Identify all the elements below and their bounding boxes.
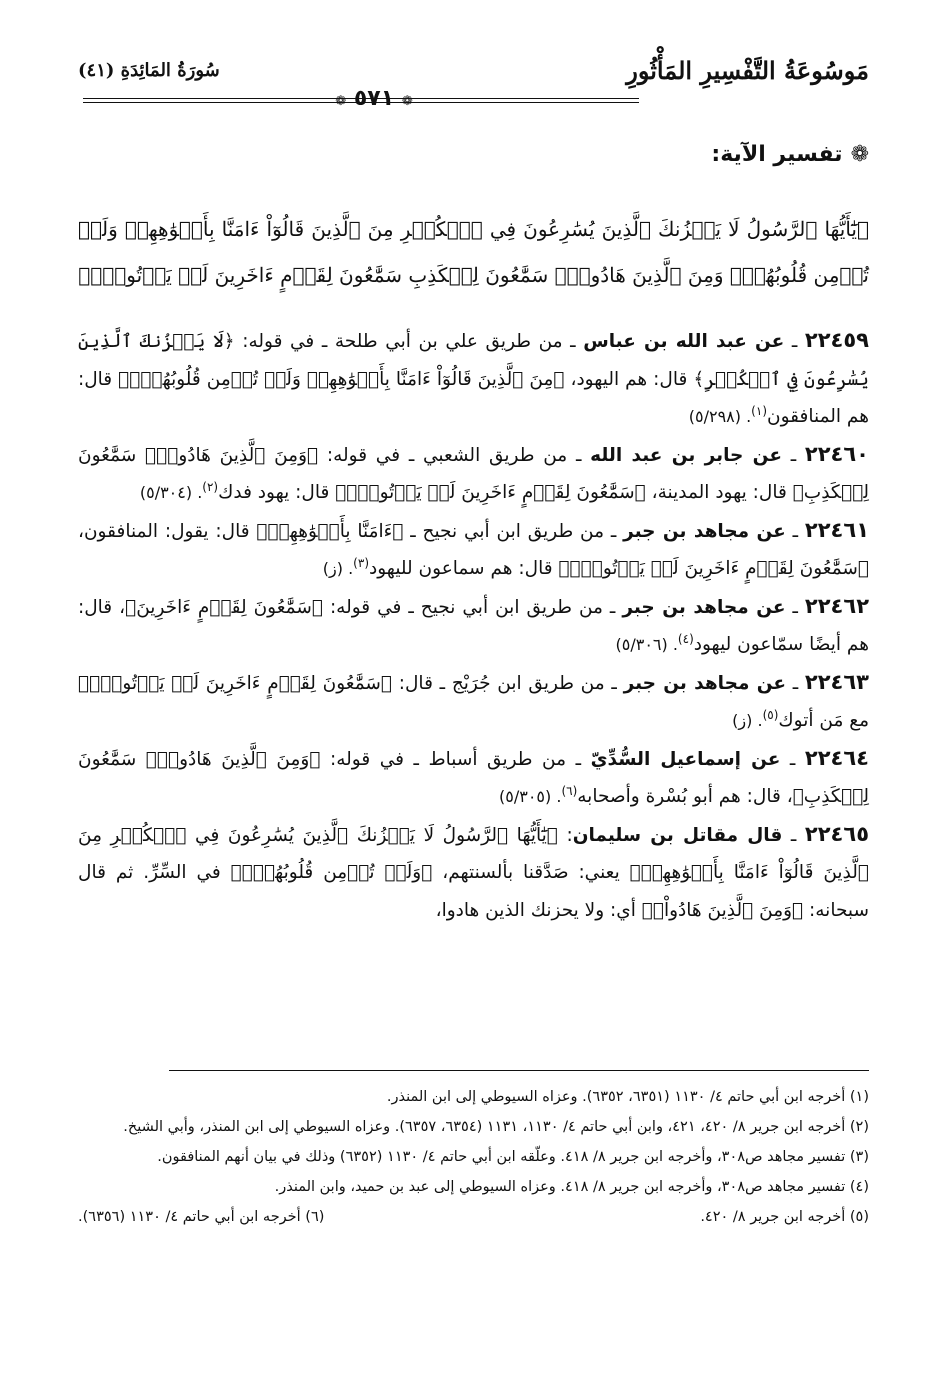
- narration-text: ، قال: هم أيضًا سمّاعون ليهود: [78, 596, 869, 655]
- quran-quote: ﴿سَمَّٰعُونَ لِقَوۡمٍ ءَاخَرِينَ لَمۡ يَأۡتُوكَۖ﴾: [335, 482, 646, 503]
- footnote: (٣) تفسير مجاهد ص٣٠٨، وأخرجه ابن جرير ٨/ ٤١٨. وعلّقه ابن أبي حاتم ٤/ ١١٣٠ (٦٣٥٢) وذلك في بيان أنهم المنافقون.: [157, 1149, 869, 1165]
- footnote-marker: (١): [751, 403, 767, 418]
- footnote-divider: [169, 1070, 869, 1071]
- quran-quote: ﴿يَٰٓأَيُّهَا ٱلرَّسُولُ لَا يَحۡزُنكَ ٱلَّذِينَ يُسَٰرِعُونَ فِي ٱلۡكُفۡرِ مِنَ ٱلَّذِينَ قَالُوٓاْ ءَامَنَّا بِأَفۡوَٰهِهِمۡ﴾: [78, 824, 870, 883]
- narration-entry: [78, 664, 869, 740]
- narration-text: :: [557, 824, 573, 846]
- narration-text: يعني: صَدَّقنا بألسنتهم،: [432, 862, 630, 883]
- quran-quote: ﴿وَمِنَ ٱلَّذِينَ هَادُواْۛ سَمَّٰعُونَ لِلۡكَذِبِ﴾: [78, 748, 869, 807]
- narration-entry: [78, 588, 869, 664]
- volume-reference: . (٥/٣٠٤): [139, 483, 203, 502]
- page-header: [78, 56, 869, 111]
- narrator-name: قال مقاتل بن سليمان: [572, 824, 783, 846]
- book-title: مَوسُوعَةُ التَّفْسِيرِ المَأْثُورِ: [626, 56, 869, 85]
- footnote-marker: (٤): [677, 631, 694, 646]
- header-rule-left: [83, 98, 463, 103]
- ornament-icon: ❁: [401, 94, 413, 109]
- footnotes: [78, 1082, 869, 1232]
- narration-text: قال: يهود فدك: [218, 482, 336, 503]
- quran-quote: ﴿سَمَّٰعُونَ لِقَوۡمٍ ءَاخَرِينَ لَمۡ يَأۡتُوكَۖ﴾: [78, 672, 393, 694]
- narration-text: قال: يهود المدينة،: [645, 482, 793, 503]
- surah-label: سُورَةُ المَائِدَةِ (٤١): [78, 60, 220, 81]
- section-title: تفسير الآية:: [711, 142, 843, 167]
- narration-text: في السِّرِّ. ثم قال سبحانه: ﴿وَمِنَ ٱلَّذِينَ هَادُواْۛ﴾ أي: ولا يحزنك الذين هادوا،: [78, 862, 869, 921]
- narration-text: ـ من طريق ابن جُرَيْج ـ قال:: [392, 672, 624, 694]
- narration-text: مع مَن أتوك: [778, 710, 869, 731]
- quran-quote: ﴿وَلَمۡ تُؤۡمِن قُلُوبُهُمۡۛ﴾: [230, 862, 433, 883]
- narration-dash: ـ: [781, 444, 805, 466]
- narration-text: ـ من طريق ابن أبي نجيح ـ: [403, 520, 624, 542]
- footnote-marker: (٣): [353, 555, 369, 570]
- narration-text: ـ من طريق الشعبي ـ في قوله:: [318, 444, 591, 466]
- narration-text: قال: يقول: المنافقون،: [78, 520, 257, 542]
- footnote: (٤) تفسير مجاهد ص٣٠٨، وأخرجه ابن جرير ٨/ ٤١٨. وعزاه السيوطي إلى عبد بن حميد، وابن المنذر.: [274, 1179, 869, 1195]
- section-title-block: [711, 142, 869, 167]
- narration-number: ٢٢٤٥٩: [804, 328, 869, 352]
- narration-text: قال: هم سماعون لليهود: [369, 558, 559, 579]
- footnote-marker: (٦): [561, 783, 578, 798]
- volume-reference: . (٥/٣٠٥): [499, 787, 562, 806]
- narration-dash: ـ: [786, 672, 805, 694]
- narration-number: ٢٢٤٦٣: [804, 669, 869, 694]
- narrator-name: عن عبد الله بن عباس: [583, 331, 785, 352]
- narration-text: ـ من طريق أسباط ـ في قوله:: [320, 748, 591, 770]
- volume-reference: . (٥/٣٠٦): [615, 635, 678, 654]
- narration-number: ٢٢٤٦٥: [804, 821, 870, 846]
- narration-dash: ـ: [782, 824, 805, 846]
- narration-entry: [78, 740, 869, 816]
- page-number: ٥٧١: [353, 86, 395, 111]
- narrations-list: [78, 322, 869, 929]
- narrator-name: عن مجاهد بن جبر: [622, 596, 786, 618]
- narrator-name: عن إسماعيل السُّدِّيّ: [590, 748, 781, 770]
- footnote-marker: (٢): [202, 479, 219, 494]
- narration-number: ٢٢٤٦٤: [804, 745, 869, 770]
- quran-quote: ﴿سَمَّٰعُونَ لِقَوۡمٍ ءَاخَرِينَ لَمۡ يَأۡتُوكَۖ﴾: [558, 558, 869, 579]
- narration-text: ، قال: هم أبو بُسْرة وأصحابه: [577, 786, 793, 807]
- narration-entry: [78, 322, 869, 436]
- footnote: (٥) أخرجه ابن جرير ٨/ ٤٢٠.: [700, 1209, 869, 1225]
- narration-entry: [78, 512, 869, 588]
- narration-number: ٢٢٤٦٠: [804, 441, 869, 466]
- quran-verse: ﴿يَٰٓأَيُّهَا ٱلرَّسُولُ لَا يَحۡزُنكَ ٱلَّذِينَ يُسَٰرِعُونَ فِي ٱلۡكُفۡرِ مِنَ ٱلَّذِينَ قَالُوٓاْ ءَامَنَّا بِأَفۡوَٰهِهِمۡ وَلَمۡ تُؤۡمِن قُلُوبُهُمۡۛ وَمِنَ ٱلَّذِينَ هَادُواْۛ سَمَّٰعُونَ لِلۡكَذِبِ سَمَّٰعُونَ لِقَوۡمٍ ءَاخَرِينَ لَمۡ يَأۡتُوكَۖ﴾: [78, 217, 869, 287]
- footnote: (١) أخرجه ابن أبي حاتم ٤/ ١١٣٠ (٦٣٥١، ٦٣٥٢). وعزاه السيوطي إلى ابن المنذر.: [386, 1089, 869, 1105]
- narration-number: ٢٢٤٦٢: [804, 593, 870, 618]
- quran-quote: ﴿لَا يَحۡزُنكَ ٱلَّذِينَ يُسَٰرِعُونَ فِي ٱلۡكُفۡرِ﴾: [78, 331, 869, 390]
- page: [78, 0, 869, 1377]
- footnote: (٢) أخرجه ابن جرير ٨/ ٤٢٠، ٤٢١، وابن أبي حاتم ٤/ ١١٣٠، ١١٣١ (٦٣٥٤، ٦٣٥٧). وعزاه السيوطي إلى ابن المنذر، وأبي الشيخ.: [123, 1119, 869, 1135]
- flower-icon: ❁: [850, 142, 869, 167]
- ornament-icon: ❁: [335, 94, 347, 109]
- quran-quote: ﴿وَمِنَ ٱلَّذِينَ هَادُواْۛ سَمَّٰعُونَ لِلۡكَذِبِ﴾: [78, 444, 869, 503]
- narration-text: قال: هم اليهود،: [564, 368, 694, 390]
- narrator-name: عن مجاهد بن جبر: [623, 520, 786, 542]
- narrator-name: عن مجاهد بن جبر: [623, 672, 786, 694]
- footnote: (٦) أخرجه ابن أبي حاتم ٤/ ١١٣٠ (٦٣٥٦).: [78, 1209, 325, 1225]
- volume-reference: . (ز): [322, 559, 354, 578]
- narration-entry: [78, 816, 869, 930]
- narrator-name: عن جابر بن عبد الله: [590, 444, 782, 466]
- volume-reference: . (ز): [732, 711, 763, 730]
- narration-dash: ـ: [785, 596, 805, 618]
- narration-dash: ـ: [785, 520, 805, 542]
- narration-text: ـ من طريق علي بن أبي طلحة ـ في قوله:: [234, 331, 584, 352]
- footnote-pair: [78, 1202, 869, 1232]
- narration-entry: [78, 436, 869, 512]
- narration-text: قال: هم المنافقون: [78, 368, 869, 427]
- narration-dash: ـ: [784, 331, 805, 352]
- narration-number: ٢٢٤٦١: [804, 517, 870, 542]
- volume-reference: . (٥/٢٩٨): [688, 407, 752, 426]
- quran-quote: ﴿سَمَّٰعُونَ لِقَوۡمٍ ءَاخَرِينَ﴾: [125, 596, 323, 618]
- narration-text: ـ من طريق ابن أبي نجيح ـ في قوله:: [322, 596, 623, 618]
- narration-dash: ـ: [780, 748, 805, 770]
- quran-quote: ﴿مِنَ ٱلَّذِينَ قَالُوٓاْ ءَامَنَّا بِأَفۡوَٰهِهِمۡ وَلَمۡ تُؤۡمِن قُلُوبُهُمۡۛ﴾: [118, 368, 565, 390]
- footnote-marker: (٥): [762, 707, 779, 722]
- quran-quote: ﴿ءَامَنَّا بِأَفۡوَٰهِهِمۡ﴾: [256, 520, 404, 542]
